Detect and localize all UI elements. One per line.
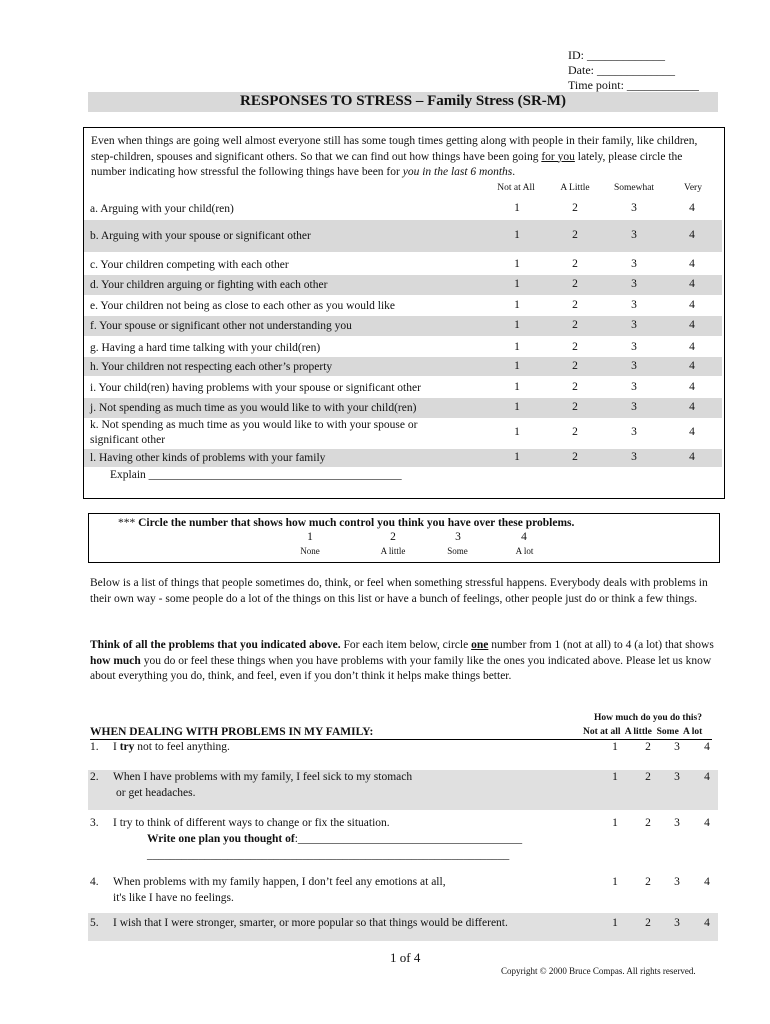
coping-rating-3[interactable]: 3	[674, 876, 680, 888]
coping-rating-1[interactable]: 1	[612, 817, 618, 829]
stress-rating-2[interactable]: 2	[572, 381, 578, 393]
stress-rating-4[interactable]: 4	[689, 451, 695, 463]
stress-item-row	[84, 398, 722, 418]
control-label-some: Some	[447, 546, 468, 556]
stress-rating-1[interactable]: 1	[514, 258, 520, 270]
stress-rating-4[interactable]: 4	[689, 319, 695, 331]
coping-rating-2[interactable]: 2	[645, 741, 651, 753]
stress-item-label: f. Your spouse or significant other not understanding you	[90, 320, 352, 332]
stress-rating-2[interactable]: 2	[572, 229, 578, 241]
stress-rating-4[interactable]: 4	[689, 258, 695, 270]
coping-rating-3[interactable]: 3	[674, 741, 680, 753]
instructions-paragraph-1: Below is a list of things that people sometimes do, think, or feel when something stressful happens. Everybody deals with problems in their own way - some people do a lot of the things on this list or have a bunch of feelings, other people just do or think a few things.	[90, 577, 708, 605]
stress-rating-1[interactable]: 1	[514, 360, 520, 372]
control-option-2[interactable]: 2	[390, 531, 396, 543]
scale-header-a-little: A Little	[560, 183, 590, 193]
stress-rating-4[interactable]: 4	[689, 401, 695, 413]
stress-item-row	[84, 378, 722, 398]
coping-rating-4[interactable]: 4	[704, 771, 710, 783]
stress-rating-2[interactable]: 2	[572, 360, 578, 372]
control-label-none: None	[300, 546, 320, 556]
page-title: RESPONSES TO STRESS – Family Stress (SR-M)	[240, 93, 566, 109]
stress-rating-2[interactable]: 2	[572, 451, 578, 463]
stress-rating-3[interactable]: 3	[631, 426, 637, 438]
stress-rating-4[interactable]: 4	[689, 202, 695, 214]
copyright: Copyright © 2000 Bruce Compas. All rights reserved.	[501, 966, 696, 976]
stress-rating-1[interactable]: 1	[514, 341, 520, 353]
coping-scale-header: Not at all A little Some A lot	[583, 727, 703, 737]
stress-item-label: h. Your children not respecting each other’s property	[90, 361, 333, 373]
scale-header-somewhat: Somewhat	[613, 183, 655, 193]
coping-rating-3[interactable]: 3	[674, 817, 680, 829]
stress-rating-3[interactable]: 3	[631, 258, 637, 270]
stress-item-label: g. Having a hard time talking with your child(ren)	[90, 342, 321, 354]
coping-rating-1[interactable]: 1	[612, 741, 618, 753]
stress-item-label: a. Arguing with your child(ren)	[90, 203, 234, 215]
coping-rating-3[interactable]: 3	[674, 771, 680, 783]
stress-item-label: k. Not spending as much time as you would like to with your spouse or significant other	[90, 419, 418, 446]
stress-rating-1[interactable]: 1	[514, 278, 520, 290]
stress-rating-4[interactable]: 4	[689, 278, 695, 290]
control-label-a-lot: A lot	[515, 546, 534, 556]
control-prompt: *** Circle the number that shows how much control you think you have over these problems.	[118, 517, 575, 529]
stress-rating-3[interactable]: 3	[631, 202, 637, 214]
coping-rating-2[interactable]: 2	[645, 876, 651, 888]
stress-rating-3[interactable]: 3	[631, 299, 637, 311]
instructions-paragraph-2: Think of all the problems that you indicated above. For each item below, circle one number from 1 (not at all) to 4 (a lot) that shows how much you do or feel these things when you have problems with your family like the ones you indicated above. Please let us know about everything you do, think, and feel, even if you don’t think it helps make things better.	[90, 639, 714, 682]
coping-rating-4[interactable]: 4	[704, 741, 710, 753]
stress-item-row	[84, 256, 722, 274]
stress-rating-3[interactable]: 3	[631, 278, 637, 290]
stress-rating-2[interactable]: 2	[572, 401, 578, 413]
stress-item-label: d. Your children arguing or fighting with each other	[90, 279, 328, 291]
scale-header-not-at-all: Not at All	[497, 183, 535, 193]
stress-rating-2[interactable]: 2	[572, 258, 578, 270]
stress-item-label: e. Your children not being as close to each other as you would like	[90, 300, 396, 312]
stress-rating-3[interactable]: 3	[631, 360, 637, 372]
stress-rating-4[interactable]: 4	[689, 381, 695, 393]
stress-rating-1[interactable]: 1	[514, 202, 520, 214]
stress-item-label: j. Not spending as much time as you would like to with your child(ren)	[90, 402, 417, 414]
control-option-3[interactable]: 3	[455, 531, 461, 543]
stress-rating-1[interactable]: 1	[514, 381, 520, 393]
stress-rating-2[interactable]: 2	[572, 202, 578, 214]
stress-rating-1[interactable]: 1	[514, 426, 520, 438]
stress-rating-3[interactable]: 3	[631, 401, 637, 413]
stress-rating-2[interactable]: 2	[572, 278, 578, 290]
stress-item-row	[84, 220, 722, 252]
page-number: 1 of 4	[390, 950, 421, 965]
explain-line[interactable]: Explain ____________________________________________	[110, 469, 402, 481]
stress-rating-3[interactable]: 3	[631, 451, 637, 463]
coping-rating-4[interactable]: 4	[704, 917, 710, 929]
stress-rating-4[interactable]: 4	[689, 341, 695, 353]
stress-rating-4[interactable]: 4	[689, 360, 695, 372]
stress-item-row	[84, 357, 722, 376]
stress-rating-2[interactable]: 2	[572, 299, 578, 311]
control-option-1[interactable]: 1	[307, 531, 313, 543]
stress-rating-2[interactable]: 2	[572, 319, 578, 331]
timepoint-field: Time point: ____________	[568, 78, 699, 92]
stress-item-row	[84, 418, 722, 448]
stress-rating-1[interactable]: 1	[514, 299, 520, 311]
stress-rating-4[interactable]: 4	[689, 299, 695, 311]
id-field: ID: _____________	[568, 48, 665, 62]
control-option-4[interactable]: 4	[521, 531, 527, 543]
stress-rating-3[interactable]: 3	[631, 341, 637, 353]
coping-rating-2[interactable]: 2	[645, 817, 651, 829]
coping-rating-1[interactable]: 1	[612, 771, 618, 783]
stress-item-label: c. Your children competing with each other	[90, 259, 289, 271]
how-much-header: How much do you do this?	[594, 713, 702, 723]
stress-item-row	[84, 338, 722, 357]
stress-rating-3[interactable]: 3	[631, 229, 637, 241]
stress-item-row	[84, 316, 722, 336]
section-heading: WHEN DEALING WITH PROBLEMS IN MY FAMILY:	[90, 726, 712, 740]
plan-answer-line[interactable]: _______________________________________________________________	[147, 849, 510, 861]
coping-rating-3[interactable]: 3	[674, 917, 680, 929]
coping-rating-1[interactable]: 1	[612, 876, 618, 888]
stress-rating-1[interactable]: 1	[514, 401, 520, 413]
stress-rating-4[interactable]: 4	[689, 229, 695, 241]
coping-item-1: 1. I try not to feel anything.	[90, 741, 230, 753]
stress-item-label: l. Having other kinds of problems with your family	[90, 452, 326, 464]
stress-rating-3[interactable]: 3	[631, 319, 637, 331]
stress-item-row	[84, 275, 722, 295]
stress-rating-2[interactable]: 2	[572, 426, 578, 438]
stress-item-label: i. Your child(ren) having problems with your spouse or significant other	[90, 382, 421, 394]
stress-item-label: b. Arguing with your spouse or significant other	[90, 230, 311, 242]
stress-item-row	[84, 200, 722, 218]
coping-rating-4[interactable]: 4	[704, 817, 710, 829]
stress-item-row	[84, 296, 722, 315]
stress-rating-3[interactable]: 3	[631, 381, 637, 393]
coping-rating-4[interactable]: 4	[704, 876, 710, 888]
stress-item-row	[84, 449, 722, 467]
stress-rating-1[interactable]: 1	[514, 451, 520, 463]
control-label-a-little: A little	[380, 546, 406, 556]
coping-rating-1[interactable]: 1	[612, 917, 618, 929]
stress-rating-2[interactable]: 2	[572, 341, 578, 353]
date-field: Date: _____________	[568, 63, 675, 77]
stress-rating-1[interactable]: 1	[514, 229, 520, 241]
coping-rating-2[interactable]: 2	[645, 917, 651, 929]
stress-rating-1[interactable]: 1	[514, 319, 520, 331]
scale-header-very: Very	[684, 183, 702, 193]
coping-rating-2[interactable]: 2	[645, 771, 651, 783]
intro-text: Even when things are going well almost everyone still has some tough times getting along with people in their family, like children, step-children, spouses and significant others. So that we can find out how things have been going for you lately, please circle the number indicating how stressful the following things have been for you in the last 6 months.	[91, 135, 698, 178]
stress-rating-4[interactable]: 4	[689, 426, 695, 438]
